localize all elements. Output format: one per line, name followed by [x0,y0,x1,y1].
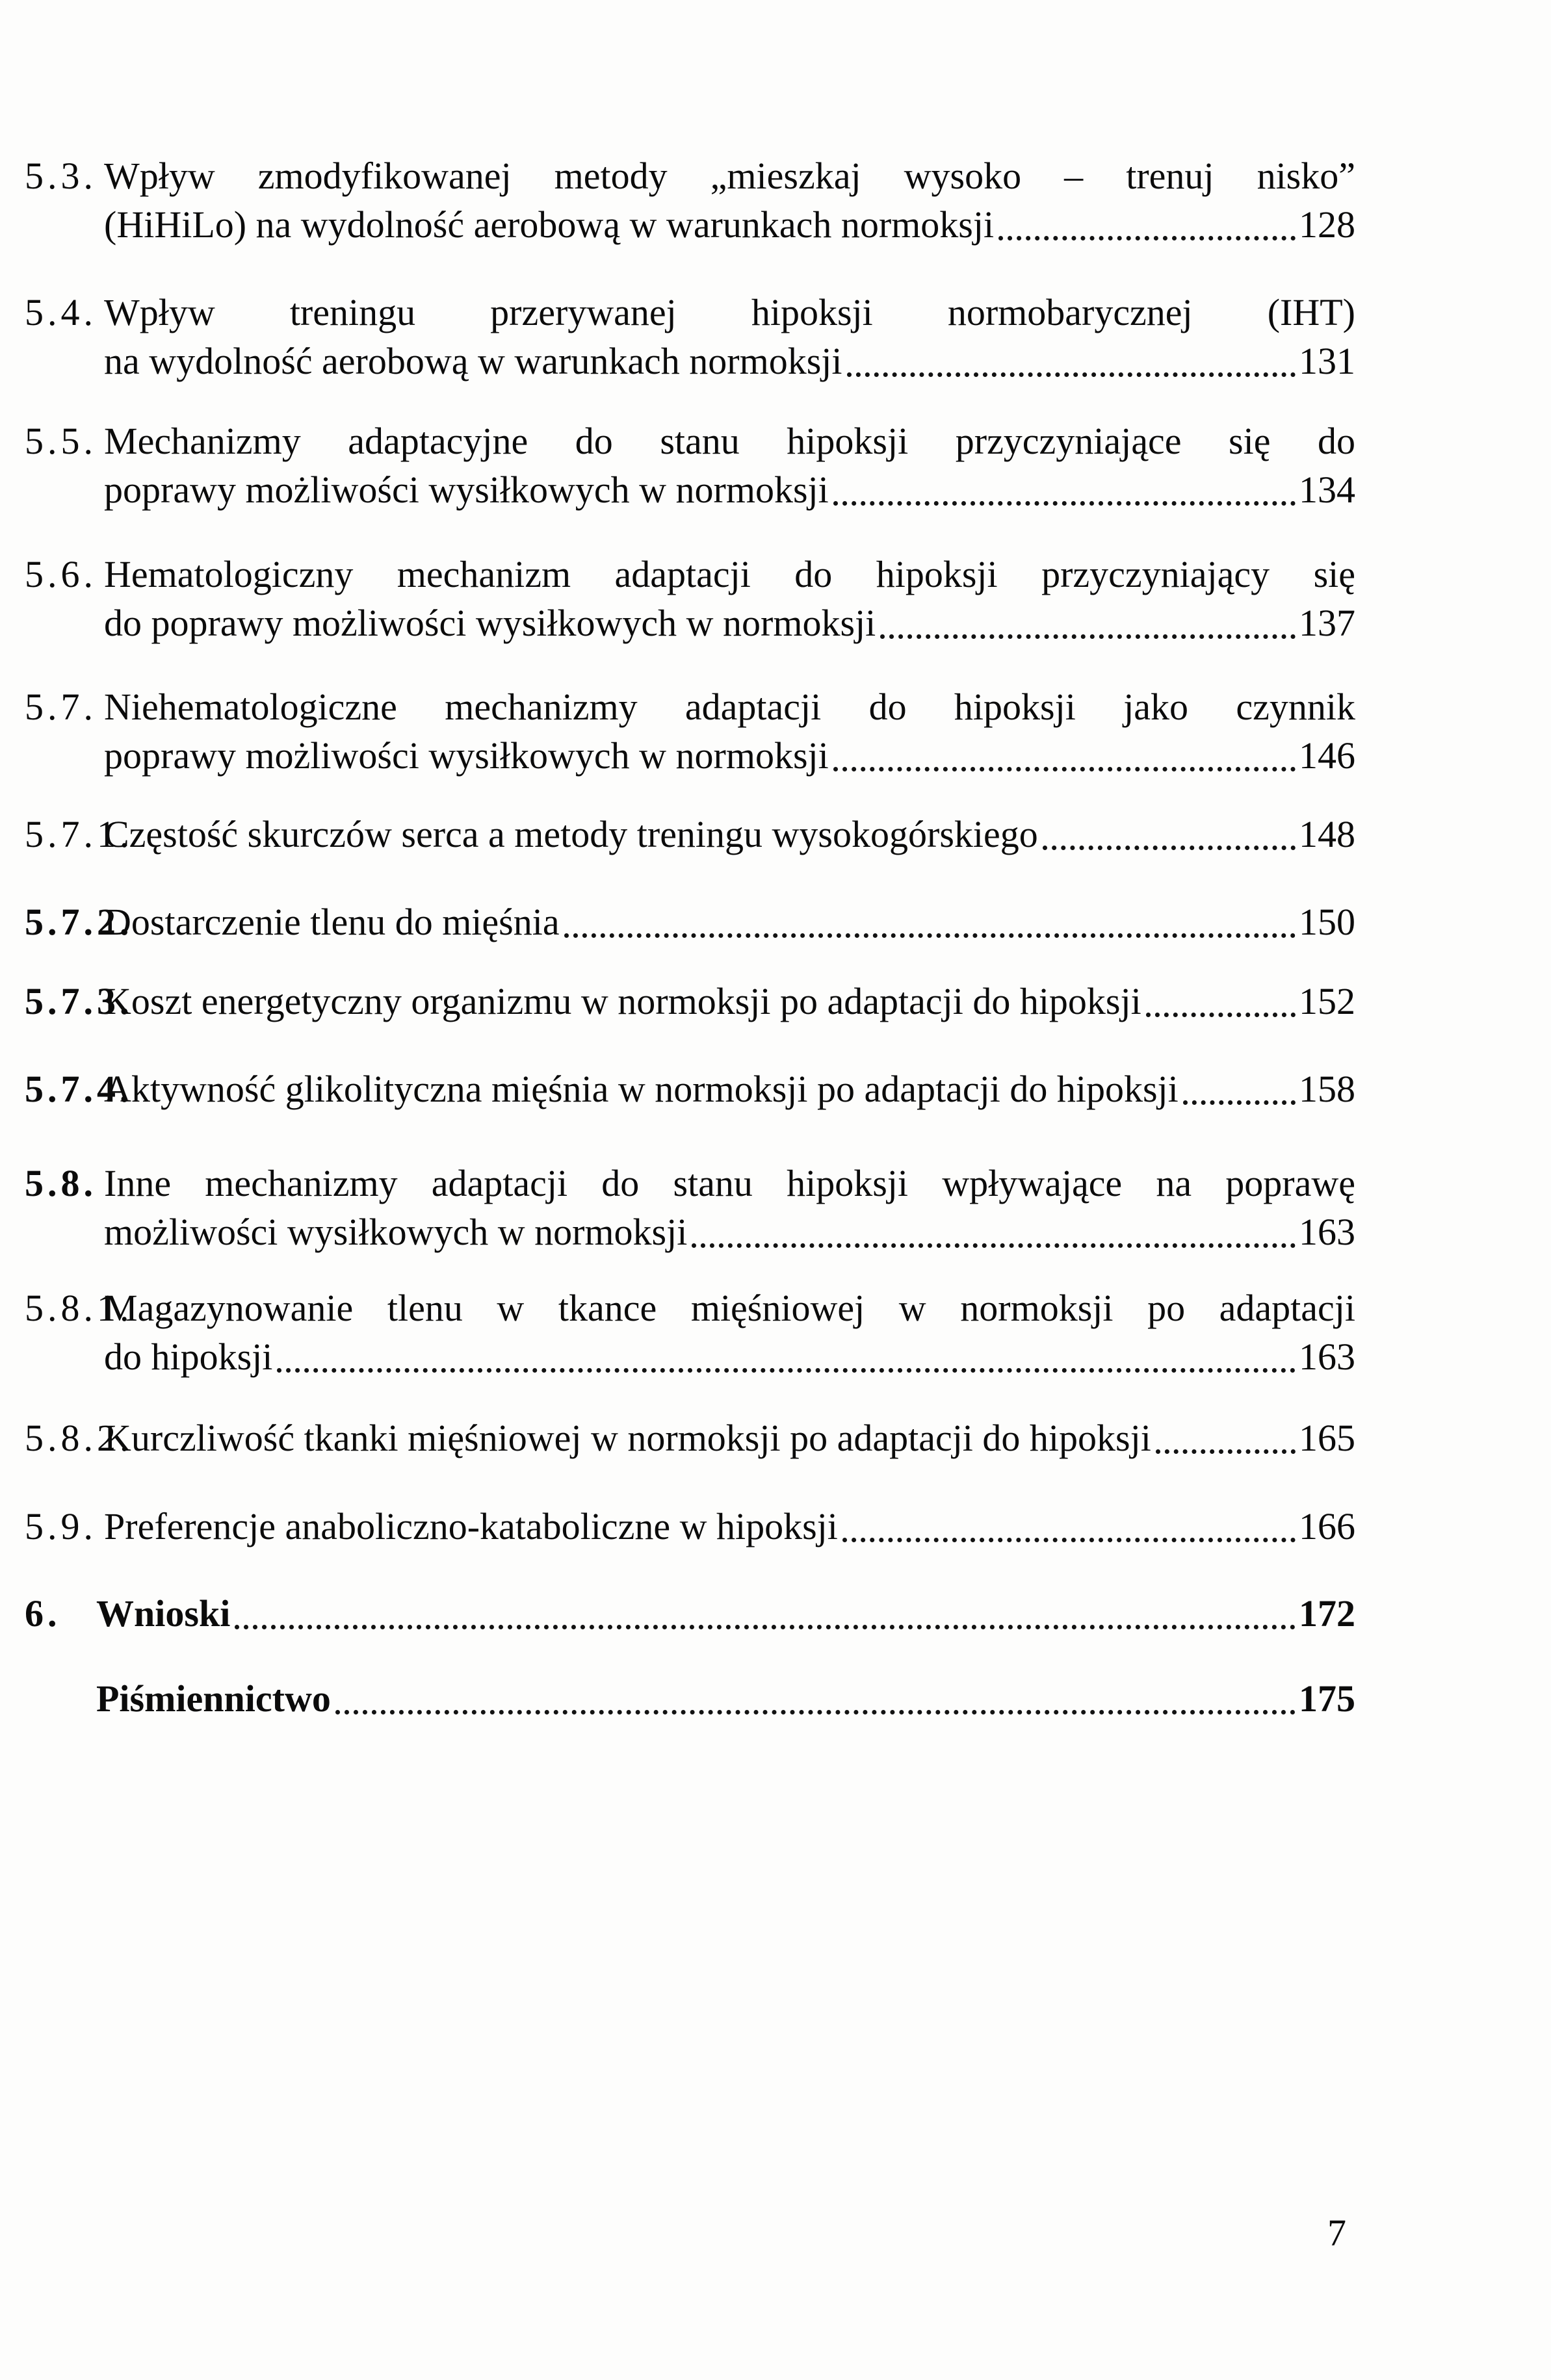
toc-line [104,898,1355,946]
toc-line-text: Kurczliwość tkanki mięśniowej w normoksji po adaptacji do hipoksji [104,1417,1151,1459]
toc-entry-number: 6. [25,1592,61,1635]
toc-line [104,1332,1355,1381]
toc-line [104,1414,1355,1462]
toc-page-number: 148 [1299,813,1355,855]
toc-entry [25,1284,1355,1381]
toc-line [104,599,1355,647]
dot-leader [998,236,1296,240]
toc-line [104,417,1355,465]
toc-entry-number: 5.5. [25,420,97,462]
toc-page-number: 137 [1299,602,1355,644]
toc-entry [25,810,1355,859]
toc-entry-number: 5.7. [25,686,97,728]
toc-entry-number: 5.9. [25,1505,97,1547]
toc-page-number: 146 [1299,734,1355,777]
toc-line-text: Wpływ zmodyfikowanej metody „mieszkaj wysoko – trenuj nisko” [104,155,1355,197]
toc-line [96,1589,1355,1638]
toc-line [104,731,1355,780]
dot-leader [1156,1449,1296,1454]
toc-line-text: Dostarczenie tlenu do mięśnia [104,901,560,943]
toc-entry [25,898,1355,946]
toc-page-number: 131 [1299,340,1355,382]
toc-line-text: (HiHiLo) na wydolność aerobową w warunkach normoksji [104,203,995,246]
toc-line [104,151,1355,200]
toc-page-number: 172 [1299,1592,1355,1635]
toc-line [104,682,1355,731]
toc-line-text: Inne mechanizmy adaptacji do stanu hipoksji wpływające na poprawę [104,1162,1355,1204]
toc-line [104,977,1355,1026]
dot-leader [880,634,1296,639]
toc-entry-number: 5.7.3. [25,980,133,1022]
toc-line-text: Mechanizmy adaptacyjne do stanu hipoksji przyczyniające się do [104,420,1355,462]
toc-line-text: Hematologiczny mechanizm adaptacji do hipoksji przyczyniający się [104,553,1355,595]
toc-entry [25,550,1355,647]
toc-line [104,1208,1355,1256]
toc-line-text: poprawy możliwości wysiłkowych w normoksji [104,734,829,777]
toc-line-text: do hipoksji [104,1336,273,1378]
toc-line [104,1284,1355,1332]
toc-entry-number: 5.8.1. [25,1287,133,1329]
toc-entry-number: 5.7.2. [25,901,133,943]
toc-line-text: Niehematologiczne mechanizmy adaptacji do hipoksji jako czynnik [104,686,1355,728]
toc-line-text: do poprawy możliwości wysiłkowych w normoksji [104,602,876,644]
toc-line [96,1674,1355,1723]
toc-entry-number: 5.6. [25,553,97,595]
toc-entry [25,151,1355,249]
toc-entry [25,1414,1355,1462]
toc-entry-number: 5.8. [25,1162,97,1204]
toc-entry-number: 5.4. [25,291,97,333]
toc-entry-number: 5.8.2. [25,1417,133,1459]
toc-page-number: 150 [1299,901,1355,943]
dot-leader [564,933,1296,938]
toc-line [104,1159,1355,1208]
toc-entry-number: 5.7.4. [25,1068,133,1110]
dot-leader [833,501,1296,506]
toc-line [104,1065,1355,1113]
toc-line-text: Wpływ treningu przerywanej hipoksji normobarycznej (IHT) [104,291,1355,333]
toc-entry [25,1674,1355,1723]
toc-line-text: poprawy możliwości wysiłkowych w normoksji [104,469,829,511]
dot-leader [1146,1013,1296,1017]
dot-leader [1043,846,1296,850]
toc-page-number: 152 [1299,980,1355,1022]
dot-leader [692,1243,1296,1248]
toc-page-number: 165 [1299,1417,1355,1459]
toc-entry-number: 5.7.1. [25,813,133,855]
toc-line [104,465,1355,514]
dot-leader [277,1368,1296,1373]
toc-line [104,288,1355,337]
toc-entry [25,288,1355,385]
toc-entry [25,682,1355,780]
toc-page-number: 158 [1299,1068,1355,1110]
toc-entry [25,977,1355,1026]
toc-line-text: Magazynowanie tlenu w tkance mięśniowej w normoksji po adaptacji [104,1287,1355,1329]
toc-line-text: Preferencje anaboliczno-kataboliczne w hipoksji [104,1505,838,1547]
toc-page-number: 163 [1299,1336,1355,1378]
toc-line [104,337,1355,385]
toc-page-number: 166 [1299,1505,1355,1547]
toc-line [104,550,1355,599]
toc-page-number: 134 [1299,469,1355,511]
dot-leader [1183,1100,1296,1105]
toc-page-number: 163 [1299,1211,1355,1253]
toc-entry [25,417,1355,514]
toc-line [104,1502,1355,1551]
dot-leader [335,1710,1296,1714]
toc-entry-number: 5.3. [25,155,97,197]
toc-line-text: Piśmiennictwo [96,1677,331,1720]
dot-leader [847,372,1296,377]
toc-entry [25,1589,1355,1638]
toc-line [104,810,1355,859]
toc-entry [25,1159,1355,1256]
toc-line-text: na wydolność aerobową w warunkach normoksji [104,340,842,382]
toc-line-text: Wnioski [96,1592,231,1635]
toc-line-text: Aktywność glikolityczna mięśnia w normoksji po adaptacji do hipoksji [104,1068,1179,1110]
toc-entry [25,1502,1355,1551]
toc-line-text: Częstość skurczów serca a metody treningu wysokogórskiego [104,813,1038,855]
dot-leader [833,767,1296,771]
toc-page-number: 175 [1299,1677,1355,1720]
toc-line-text: możliwości wysiłkowych w normoksji [104,1211,688,1253]
toc-entry [25,1065,1355,1113]
toc-page-number: 128 [1299,203,1355,246]
dot-leader [235,1625,1296,1629]
page-number: 7 [1327,2212,1346,2254]
dot-leader [842,1538,1296,1542]
toc-line-text: Koszt energetyczny organizmu w normoksji po adaptacji do hipoksji [104,980,1141,1022]
toc-line [104,200,1355,249]
